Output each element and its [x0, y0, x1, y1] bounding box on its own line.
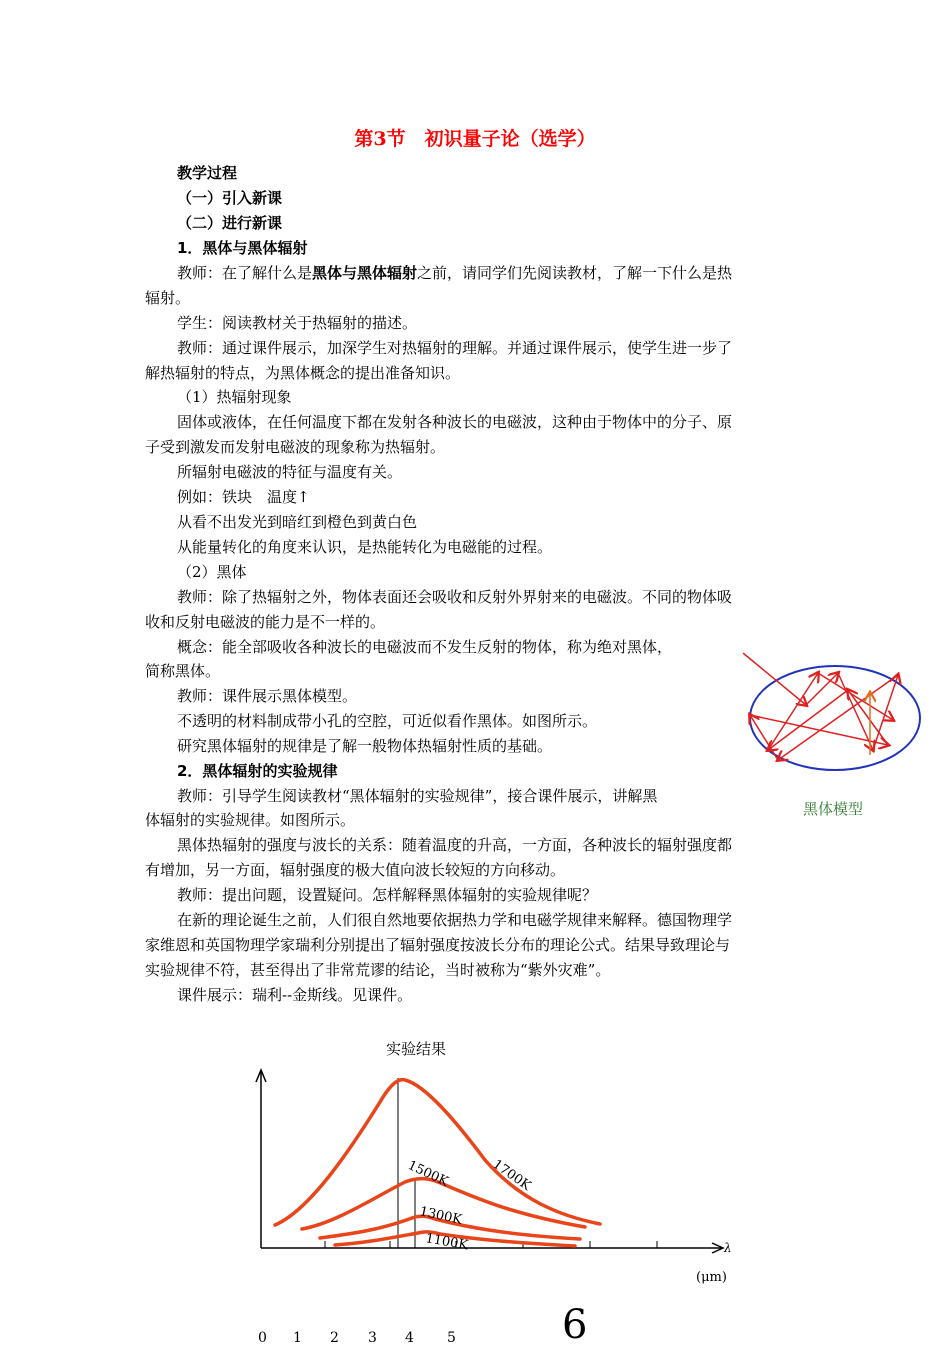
paragraph-13: 研究黑体辐射的规律是了解一般物体热辐射性质的基础。 [177, 737, 553, 755]
paragraph-16: 教师：提出问题，设置疑问。怎样解释黑体辐射的实验规律呢？ [177, 886, 598, 904]
label-1700k: 1700K [489, 1156, 534, 1194]
paragraph-17-cont2: 实验规律不符，甚至得出了非常荒谬的结论，当时被称为“紫外灾难”。 [145, 961, 611, 979]
x-tick-label: 4 [405, 1330, 414, 1346]
paragraph-8: 从能量转化的角度来认识，是热能转化为电磁能的过程。 [177, 538, 553, 556]
paragraph-4-cont: 子受到激发而发射电磁波的现象称为热辐射。 [145, 438, 446, 456]
x-tick-label: 1 [293, 1330, 302, 1346]
cavity-ellipse [750, 666, 920, 770]
chart-title: 实验结果 [386, 1040, 447, 1058]
heading-section-1: 1．黑体与黑体辐射 [177, 239, 308, 257]
paragraph-5: 所辐射电磁波的特征与温度有关。 [177, 463, 403, 481]
x-tick-label: 5 [447, 1330, 456, 1346]
paragraph-12: 不透明的材料制成带小孔的空腔，可近似看作黑体。如图所示。 [177, 712, 598, 730]
blackbody-model-diagram [738, 645, 928, 795]
subheading-1: （1）热辐射现象 [177, 388, 292, 406]
heading-intro: （一）引入新课 [177, 189, 283, 207]
paragraph-3-cont: 解热辐射的特点，为黑体概念的提出准备知识。 [145, 364, 461, 382]
paragraph-11: 教师：课件展示黑体模型。 [177, 687, 358, 705]
heading-section-2: 2．黑体辐射的实验规律 [177, 762, 338, 780]
paragraph-14: 教师：引导学生阅读教材“黑体辐射的实验规律”，接合课件展示，讲解黑 [177, 787, 658, 805]
bold-term: 黑体与黑体辐射 [312, 264, 418, 282]
paragraph-15-cont: 有增加，另一方面，辐射强度的极大值向波长较短的方向移动。 [145, 861, 566, 879]
paragraph-6: 例如：铁块 温度↑ [177, 488, 310, 506]
paragraph-1-cont: 辐射。 [145, 289, 191, 307]
paragraph-2: 学生：阅读教材关于热辐射的描述。 [177, 314, 418, 332]
paragraph-10-cont: 简称黑体。 [145, 662, 221, 680]
label-1500k: 1500K [405, 1158, 451, 1190]
page-title: 第3节 初识量子论（选学） [354, 128, 596, 150]
paragraph-1: 教师：在了解什么是黑体与黑体辐射之前，请同学们先阅读教材，了解一下什么是热 [177, 264, 733, 282]
x-tick-label: 3 [368, 1330, 377, 1346]
label-1300k: 1300K [418, 1204, 464, 1228]
heading-process: 教学过程 [177, 164, 238, 182]
paragraph-17-cont: 家维恩和英国物理学家瑞利分别提出了辐射强度按波长分布的理论公式。结果导致理论与 [145, 936, 731, 954]
reflected-rays [743, 653, 898, 760]
paragraph-9-cont: 收和反射电磁波的能力是不一样的。 [145, 613, 386, 631]
x-axis-label: λ [724, 1241, 732, 1255]
x-axis-unit: (μm) [696, 1270, 727, 1285]
page-number: 6 [562, 1302, 588, 1348]
blackbody-radiation-chart [240, 1030, 740, 1260]
diagram-caption: 黑体模型 [803, 800, 864, 818]
subheading-2: （2）黑体 [177, 563, 247, 581]
paragraph-14-cont: 体辐射的实验规律。如图所示。 [145, 811, 356, 829]
x-tick-label: 0 [258, 1330, 267, 1346]
label-1100k: 1100K [424, 1231, 470, 1254]
paragraph-3: 教师：通过课件展示，加深学生对热辐射的理解。并通过课件展示，使学生进一步了 [177, 339, 733, 357]
paragraph-17: 在新的理论诞生之前，人们很自然地要依据热力学和电磁学规律来解释。德国物理学 [177, 911, 733, 929]
paragraph-10: 概念：能全部吸收各种波长的电磁波而不发生反射的物体，称为绝对黑体， [177, 638, 673, 656]
x-tick-label: 2 [330, 1330, 339, 1346]
paragraph-9: 教师：除了热辐射之外，物体表面还会吸收和反射外界射来的电磁波。不同的物体吸 [177, 588, 733, 606]
curve-1700k [275, 1080, 600, 1225]
heading-new: （二）进行新课 [177, 214, 283, 232]
paragraph-15: 黑体热辐射的强度与波长的关系：随着温度的升高，一方面，各种波长的辐射强度都 [177, 836, 733, 854]
paragraph-18: 课件展示：瑞利--金斯线。见课件。 [177, 986, 413, 1004]
paragraph-7: 从看不出发光到暗红到橙色到黄白色 [177, 513, 418, 531]
paragraph-4: 固体或液体，在任何温度下都在发射各种波长的电磁波，这种由于物体中的分子、原 [177, 413, 733, 431]
